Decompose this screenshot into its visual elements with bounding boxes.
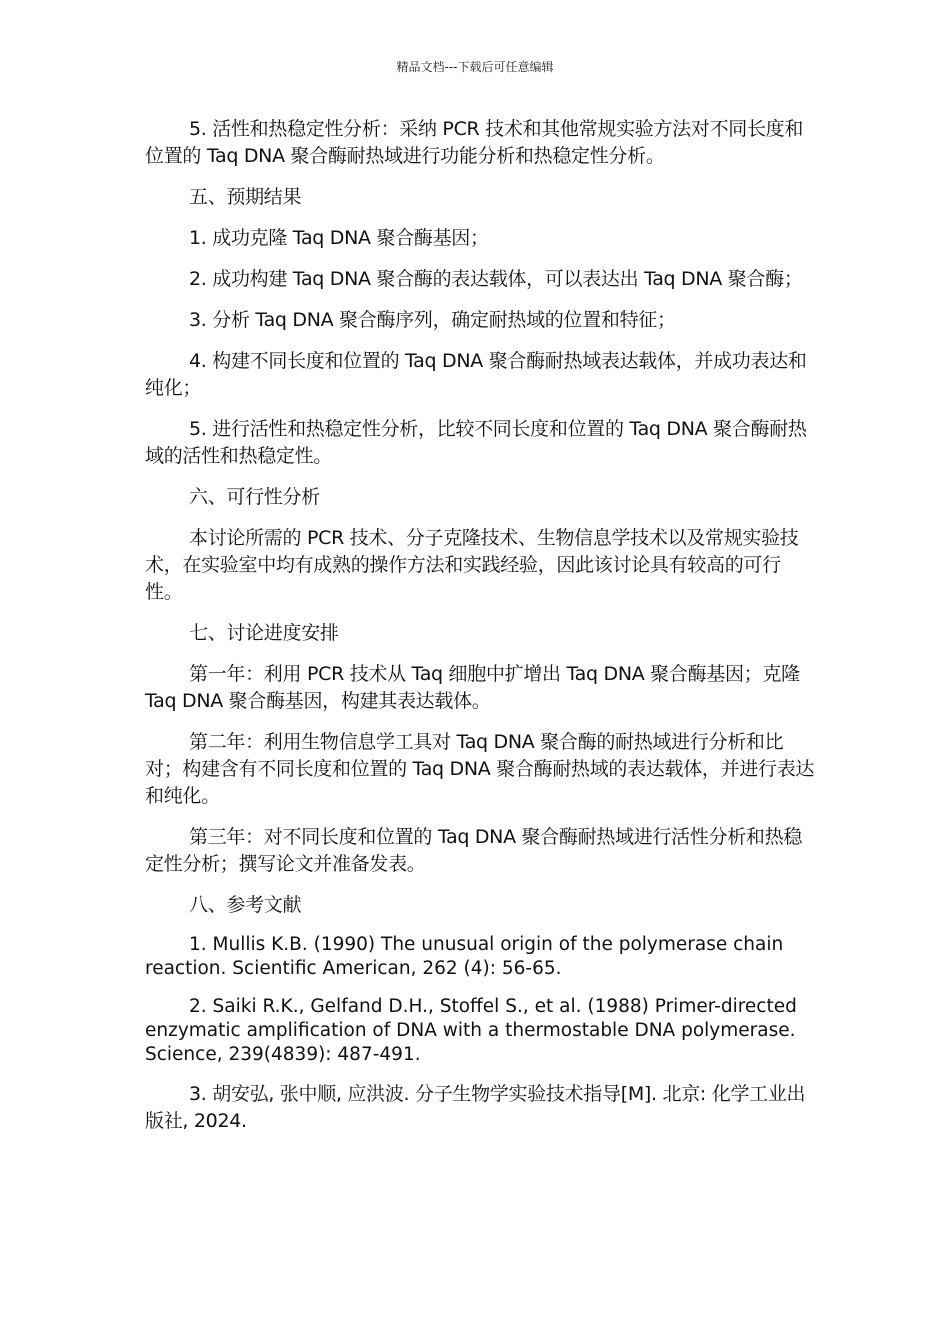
schedule-year-two: 第二年：利用生物信息学工具对 Taq DNA 聚合酶的耐热域进行分析和比对；构建含有不同长度和位置的 Taq DNA 聚合酶耐热域的表达载体，并进行表达和纯化。 (145, 731, 815, 807)
paragraph-feasibility: 本讨论所需的 PCR 技术、分子克隆技术、生物信息学技术以及常规实验技术，在实验室中均有成熟的操作方法和实践经验，因此该讨论具有较高的可行性。 (145, 527, 799, 603)
schedule-year-one: 第一年：利用 PCR 技术从 Taq 细胞中扩增出 Taq DNA 聚合酶基因；克隆 Taq DNA 聚合酶基因，构建其表达载体。 (145, 663, 800, 712)
list-item: 3. 分析 Taq DNA 聚合酶序列，确定耐热域的位置和特征； (189, 309, 676, 331)
section-heading-references: 八、参考文献 (189, 894, 302, 916)
document-body (145, 116, 815, 1149)
list-item: 2. 成功构建 Taq DNA 聚合酶的表达载体，可以表达出 Taq DNA 聚合酶； (189, 268, 803, 290)
list-item: 1. 成功克隆 Taq DNA 聚合酶基因； (189, 227, 489, 249)
section-heading-feasibility: 六、可行性分析 (189, 486, 320, 508)
list-item: 4. 构建不同长度和位置的 Taq DNA 聚合酶耐热域表达载体，并成功表达和纯化； (145, 350, 807, 399)
reference-item: 1. Mullis K.B. (1990) The unusual origin of the polymerase chain reaction. Scientific American, 262 (4): 56-65. (145, 934, 784, 979)
page-header: 精品文档---下载后可任意编辑 (396, 60, 554, 74)
section-heading-expected-results: 五、预期结果 (189, 186, 302, 208)
list-item: 5. 进行活性和热稳定性分析，比较不同长度和位置的 Taq DNA 聚合酶耐热域的活性和热稳定性。 (145, 418, 807, 467)
paragraph-activity-analysis: 5. 活性和热稳定性分析：采纳 PCR 技术和其他常规实验方法对不同长度和位置的 Taq DNA 聚合酶耐热域进行功能分析和热稳定性分析。 (145, 118, 804, 167)
reference-item: 2. Saiki R.K., Gelfand D.H., Stoffel S., et al. (1988) Primer-directed enzymatic amplification of DNA with a thermostable DNA polymerase. Science, 239(4839): 487-491. (145, 996, 797, 1065)
section-heading-schedule: 七、讨论进度安排 (189, 622, 339, 644)
reference-item: 3. 胡安弘, 张中顺, 应洪波. 分子生物学实验技术指导[M]. 北京: 化学工业出版社, 2024. (145, 1083, 806, 1132)
schedule-year-three: 第三年：对不同长度和位置的 Taq DNA 聚合酶耐热域进行活性分析和热稳定性分析；撰写论文并准备发表。 (145, 826, 803, 875)
